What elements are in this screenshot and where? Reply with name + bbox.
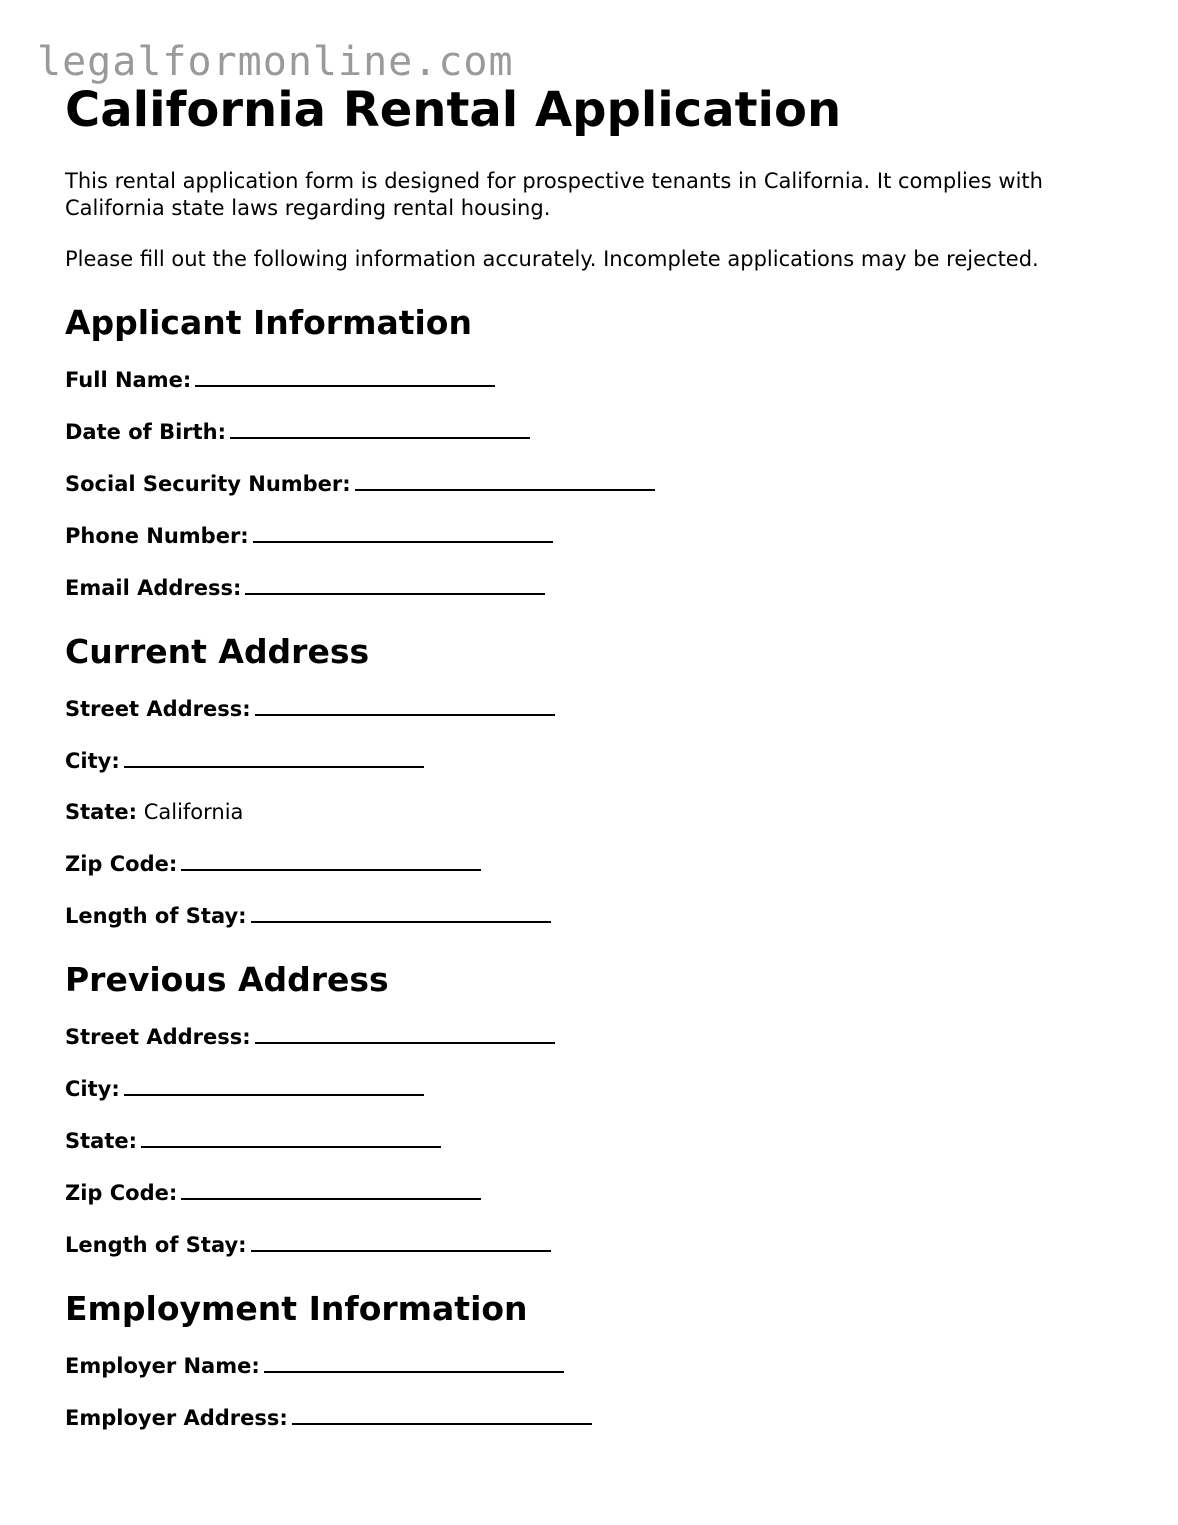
current-length-of-stay-blank[interactable] — [251, 901, 551, 923]
field-label: Phone Number: — [65, 524, 249, 548]
previous-length-of-stay-blank[interactable] — [251, 1230, 551, 1252]
field-label: State: — [65, 800, 138, 824]
current-city-field — [65, 746, 1125, 775]
instructions-paragraph: Please fill out the following information accurately. Incomplete applications may be rejected. — [65, 247, 1039, 271]
document-page — [65, 82, 1125, 1432]
current-state-value: California — [143, 800, 244, 824]
current-city-blank[interactable] — [124, 746, 424, 768]
field-label: State: — [65, 1129, 138, 1153]
intro-paragraph: This rental application form is designed for prospective tenants in California. It complies with California state laws regarding rental housing. — [65, 169, 1043, 220]
date-of-birth-field — [65, 417, 1125, 446]
previous-street-blank[interactable] — [255, 1022, 555, 1044]
section-heading-employment: Employment Information — [65, 1289, 528, 1328]
current-zip-blank[interactable] — [181, 849, 481, 871]
full-name-blank[interactable] — [195, 365, 495, 387]
previous-state-field — [65, 1126, 1125, 1155]
field-label: Email Address: — [65, 576, 242, 600]
email-address-field — [65, 573, 1125, 602]
field-label: Street Address: — [65, 697, 251, 721]
employer-name-field — [65, 1351, 1125, 1380]
employer-address-blank[interactable] — [292, 1403, 592, 1425]
previous-city-blank[interactable] — [124, 1074, 424, 1096]
previous-zip-blank[interactable] — [181, 1178, 481, 1200]
current-street-field — [65, 694, 1125, 723]
date-of-birth-blank[interactable] — [230, 417, 530, 439]
email-address-blank[interactable] — [245, 573, 545, 595]
watermark: legalformonline.com — [37, 39, 514, 85]
ssn-field — [65, 469, 1125, 498]
field-label: Employer Name: — [65, 1354, 260, 1378]
current-zip-field — [65, 849, 1125, 878]
field-label: Length of Stay: — [65, 1233, 247, 1257]
field-label: Date of Birth: — [65, 420, 227, 444]
page-title: California Rental Application — [65, 82, 842, 138]
previous-street-field — [65, 1022, 1125, 1051]
current-length-of-stay-field — [65, 901, 1125, 930]
field-label: City: — [65, 1077, 120, 1101]
full-name-field — [65, 365, 1125, 394]
previous-length-of-stay-field — [65, 1230, 1125, 1259]
field-label: Length of Stay: — [65, 904, 247, 928]
field-label: Street Address: — [65, 1025, 251, 1049]
current-state-field — [65, 798, 1125, 826]
previous-city-field — [65, 1074, 1125, 1103]
current-street-blank[interactable] — [255, 694, 555, 716]
field-label: Social Security Number: — [65, 472, 351, 496]
field-label: Employer Address: — [65, 1406, 288, 1430]
phone-number-blank[interactable] — [253, 521, 553, 543]
ssn-blank[interactable] — [355, 469, 655, 491]
section-heading-previous-address: Previous Address — [65, 960, 389, 999]
field-label: Zip Code: — [65, 852, 178, 876]
previous-zip-field — [65, 1178, 1125, 1207]
previous-state-blank[interactable] — [141, 1126, 441, 1148]
employer-address-field — [65, 1403, 1125, 1432]
section-heading-applicant: Applicant Information — [65, 303, 472, 342]
field-label: City: — [65, 749, 120, 773]
phone-number-field — [65, 521, 1125, 550]
field-label: Zip Code: — [65, 1181, 178, 1205]
field-label: Full Name: — [65, 368, 192, 392]
employer-name-blank[interactable] — [264, 1351, 564, 1373]
section-heading-current-address: Current Address — [65, 632, 370, 671]
